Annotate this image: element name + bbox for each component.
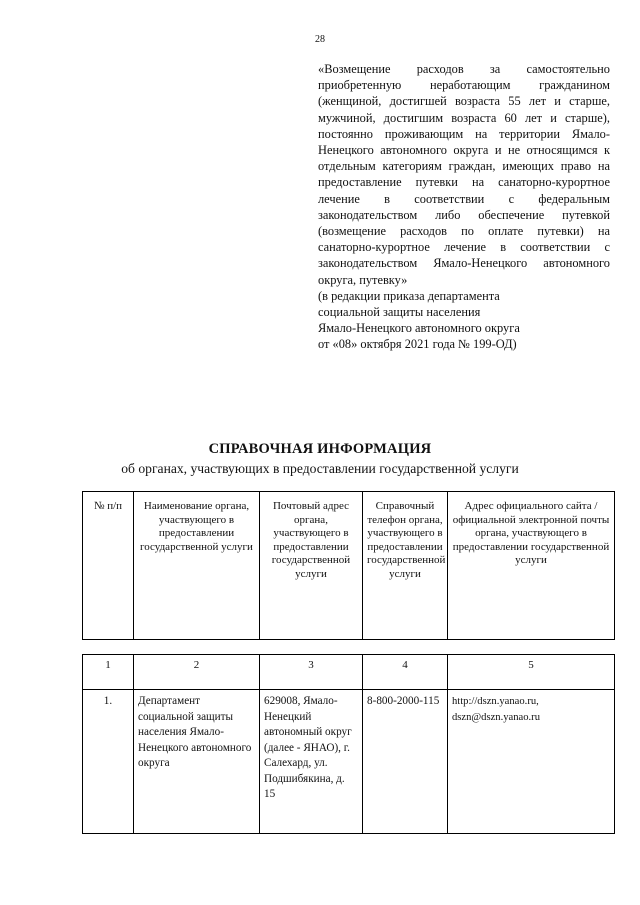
page-number: 28 bbox=[315, 34, 325, 45]
header-table bbox=[82, 491, 615, 640]
column-number: 5 bbox=[448, 655, 615, 690]
appendix-edit-note bbox=[318, 288, 610, 353]
edit-line: Ямало-Ненецкого автономного округа bbox=[318, 321, 520, 336]
website-email: http://dszn.yanao.ru, dszn@dszn.yanao.ru bbox=[448, 690, 615, 834]
header-cell-address: Почтовый адрес органа, участвующего в предоставлении государственной услуги bbox=[260, 492, 363, 640]
edit-line: от «08» октября 2021 года № 199-ОД) bbox=[318, 337, 517, 352]
header-cell-number: № п/п bbox=[83, 492, 134, 640]
header-row bbox=[83, 492, 615, 640]
edit-line: (в редакции приказа департамента bbox=[318, 288, 500, 303]
column-number: 1 bbox=[83, 655, 134, 690]
column-number: 3 bbox=[260, 655, 363, 690]
organ-name: Департамент социальной защиты населения Ямало-Ненецкого автономного округа bbox=[134, 690, 260, 834]
header-cell-name: Наименование органа, участвующего в предоставлении государственной услуги bbox=[134, 492, 260, 640]
column-number: 4 bbox=[363, 655, 448, 690]
appendix-main-text: «Возмещение расходов за самостоятельно приобретенную неработающим гражданином (женщиной, достигшей возраста 55 лет и старше, мужчиной, достигшим возраста 60 лет и старше), постоянно проживающим на территории Ямало-Ненецкого автономного округа и не относящимся к отдельным категориям граждан, имеющих право на предоставление путевки на санаторно-курортное лечение в соответствии с федеральным законодательством либо обеспечение путевкой (возмещение расходов по оплате путевки) на санаторно-курортное лечение в соответствии с законодательством Ямало-Ненецкого автономного округа, путевку» bbox=[318, 62, 610, 287]
edit-line: социальной защиты населения bbox=[318, 305, 481, 320]
header-cell-site: Адрес официального сайта /официальной электронной почты органа, участвующего в предоставлении государственной услуги bbox=[448, 492, 615, 640]
column-number-row bbox=[83, 655, 615, 690]
appendix-caption bbox=[318, 61, 610, 353]
header-cell-phone: Справочный телефон органа, участвующего в предоставлении государственной услуги bbox=[363, 492, 448, 640]
reference-title: СПРАВОЧНАЯ ИНФОРМАЦИЯ bbox=[208, 441, 432, 457]
table-row bbox=[83, 690, 615, 834]
reference-subtitle: об органах, участвующих в предоставлении государственной услуги bbox=[121, 461, 519, 476]
phone-number: 8-800-2000-115 bbox=[363, 690, 448, 834]
postal-address: 629008, Ямало-Ненецкий автономный округ (далее - ЯНАО), г. Салехард, ул. Подшибякина, д. 15 bbox=[260, 690, 363, 834]
body-table bbox=[82, 654, 615, 834]
row-number: 1. bbox=[83, 690, 134, 834]
column-number: 2 bbox=[134, 655, 260, 690]
